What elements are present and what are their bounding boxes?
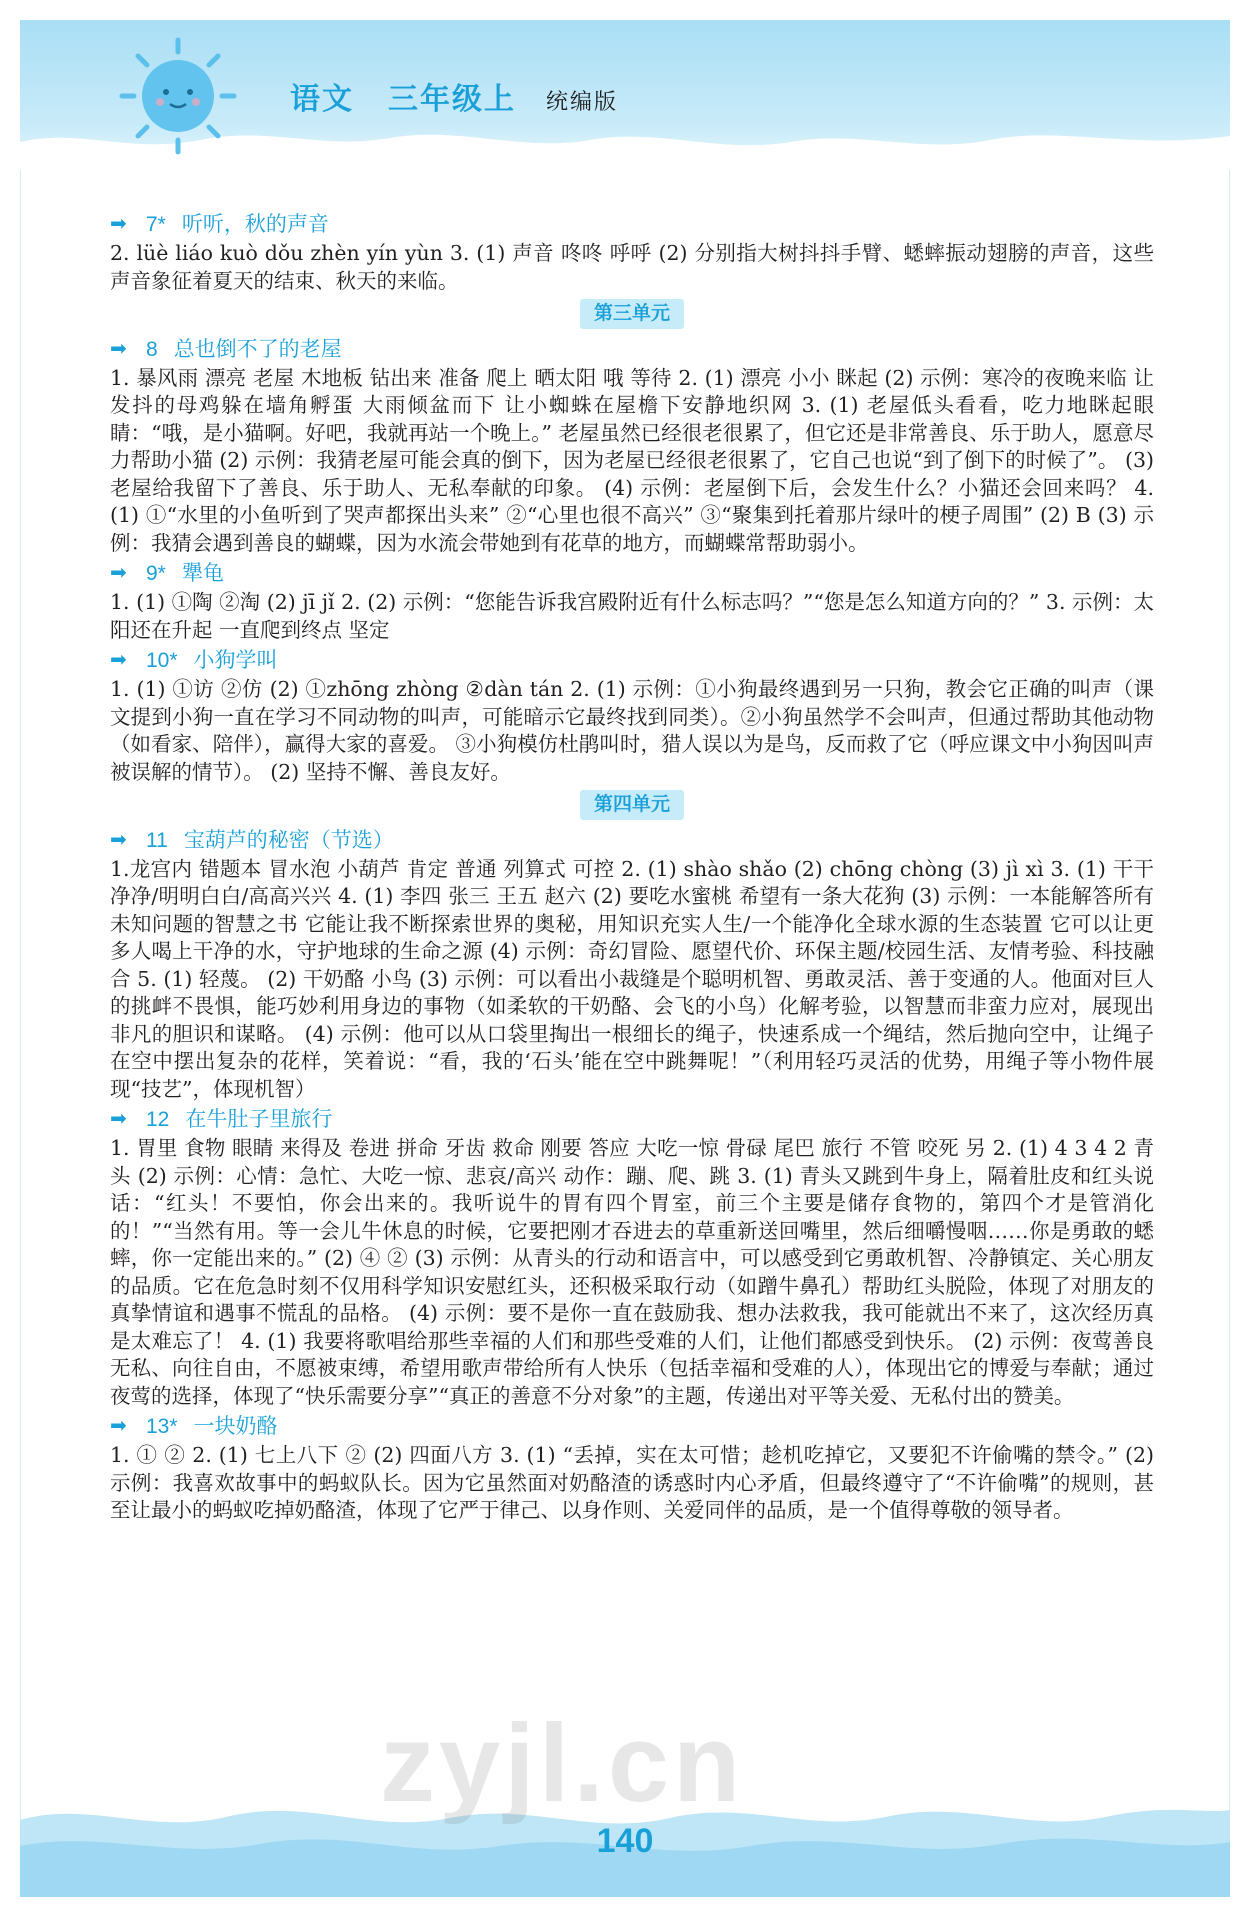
page-header xyxy=(20,20,1230,170)
arrow-icon: ➡ xyxy=(110,1415,127,1438)
lesson-answers: 1. (1) ①访 ②仿 (2) ①zhōng zhòng ②dàn tán 2. (1) 示例：①小狗最终遇到另一只狗，教会它正确的叫声（课文提到小狗一直在学习不同动物的叫声，可能暗示它最终找到同类）。②小狗虽然学不会叫声，但通过帮助其他动物（如看家、陪伴），赢得大家的喜爱。 ③小狗模仿杜鹃叫时，猎人误以为是鸟，反而救了它（呼应课文中小狗因叫声被误解的情节）。 (2) 坚持不懈、善良友好。 xyxy=(110,677,1154,784)
sun-icon xyxy=(118,36,238,156)
lesson-number: 8 xyxy=(146,337,158,361)
arrow-icon: ➡ xyxy=(110,828,127,851)
lesson-title: 宝葫芦的秘密（节选） xyxy=(183,828,394,852)
lesson-number: 12 xyxy=(146,1108,170,1132)
lesson-title: 犟龟 xyxy=(181,562,224,586)
lesson-answers: 1. 胃里 食物 眼睛 来得及 卷进 拼命 牙齿 救命 刚要 答应 大吃一惊 骨碌 尾巴 旅行 不管 咬死 另 2. (1) 4 3 4 2 青头 (2) 示例：心情：急忙、大吃一惊、悲哀/高兴 动作：蹦、爬、跳 3. (1) 青头又跳到牛身上，隔着肚皮和红头说话：“红头！不要怕，你会出来的。我听说牛的胃有四个胃室，前三个主要是储存食物的，第四个才是管消化的！”“当然有用。等一会儿牛休息的时候，它要把刚才吞进去的草重新送回嘴里，然后细嚼慢咽……你是勇敢的蟋蟀，你一定能出来的。” (2) ④ ② (3) 示例：从青头的行动和语言中，可以感受到它勇敢机智、冷静镇定、关心朋友的品质。它在危急时刻不仅用科学知识安慰红头，还积极采取行动（如蹭牛鼻孔）帮助红头脱险，体现了对朋友的真挚情谊和遇事不慌乱的品格。 (4) 示例：要不是你一直在鼓励我、想办法救我，我可能就出不来了，这次经历真是太难忘了！ 4. (1) 我要将歌唱给那些幸福的人们和那些受难的人们，让他们都感受到快乐。 (2) 示例：夜莺善良无私、向往自由，不愿被束缚，希望用歌声带给所有人快乐（包括幸福和受难的人），体现出它的博爱与奉献；通过夜莺的选择，体现了“快乐需要分享”“真正的善意不分对象”的主题，传递出对平等关爱、无私付出的赞美。 xyxy=(110,1136,1154,1408)
lesson-heading xyxy=(110,335,1154,365)
arrow-icon: ➡ xyxy=(110,1108,127,1131)
lesson-title: 听听，秋的声音 xyxy=(181,213,329,237)
lesson-number: 13* xyxy=(146,1415,178,1439)
lesson-number: 9* xyxy=(146,562,166,586)
lesson-number: 11 xyxy=(146,828,168,852)
lesson-title: 一块奶酪 xyxy=(193,1415,278,1439)
arrow-icon: ➡ xyxy=(110,213,127,236)
unit-heading: 第三单元 xyxy=(580,299,684,329)
arrow-icon: ➡ xyxy=(110,337,127,360)
lesson-title: 在牛肚子里旅行 xyxy=(185,1108,333,1132)
lesson-heading xyxy=(110,210,1154,240)
watermark: zyjl.cn xyxy=(380,1702,745,1825)
lesson-heading xyxy=(110,646,1154,676)
lesson-title: 总也倒不了的老屋 xyxy=(173,337,342,361)
header-title xyxy=(290,74,618,118)
lesson-heading xyxy=(110,559,1154,589)
arrow-icon: ➡ xyxy=(110,562,127,585)
lesson-answers: 2. lüè liáo kuò dǒu zhèn yín yùn 3. (1) 声音 咚咚 呼呼 (2) 分别指大树抖抖手臂、蟋蟀振动翅膀的声音，这些声音象征着夏天的结束、秋天的来临。 xyxy=(110,241,1154,293)
lesson-answers: 1.龙宫内 错题本 冒水泡 小葫芦 肯定 普通 列算式 可控 2. (1) shào shǎo (2) chōng chòng (3) jì xì 3. (1) 干干净净/明明白白/高高兴兴 4. (1) 李四 张三 王五 赵六 (2) 要吃水蜜桃 希望有一条大花狗 (3) 示例：一本能解答所有未知问题的智慧之书 它能让我不断探索世界的奥秘，用知识充实人生/一个能净化全球水源的生态装置 它可以让更多人喝上干净的水，守护地球的生命之源 (4) 示例：奇幻冒险、愿望代价、环保主题/校园生活、友情考验、科技融合 5. (1) 轻蔑。 (2) 干奶酪 小鸟 (3) 示例：可以看出小裁缝是个聪明机智、勇敢灵活、善于变通的人。他面对巨人的挑衅不畏惧，能巧妙利用身边的事物（如柔软的干奶酪、会飞的小鸟）化解考验，以智慧而非蛮力应对，展现出非凡的胆识和谋略。 (4) 示例：他可以从口袋里掏出一根细长的绳子，快速系成一个绳结，然后抛向空中，让绳子在空中摆出复杂的花样，笑着说：“看，我的‘石头’能在空中跳舞呢！”（利用轻巧灵活的优势，用绳子等小物件展现“技艺”，体现机智） xyxy=(110,856,1154,1101)
lesson-answers: 1. ① ② 2. (1) 七上八下 ② (2) 四面八方 3. (1) “丢掉，实在太可惜；趁机吃掉它，又要犯不许偷嘴的禁令。” (2) 示例：我喜欢故事中的蚂蚁队长。因为它虽然面对奶酪渣的诱惑时内心矛盾，但最终遵守了“不许偷嘴”的规则，甚至让最小的蚂蚁吃掉奶酪渣，体现了它严于律己、以身作则、关爱同伴的品质，是一个值得尊敬的领导者。 xyxy=(110,1443,1154,1522)
header-edition: 统编版 xyxy=(546,89,619,114)
lesson-title: 小狗学叫 xyxy=(193,649,278,673)
lesson-answers: 1. 暴风雨 漂亮 老屋 木地板 钻出来 准备 爬上 晒太阳 哦 等待 2. (1) 漂亮 小小 眯起 (2) 示例：寒冷的夜晚来临 让发抖的母鸡躲在墙角孵蛋 大雨倾盆而下 让小蜘蛛在屋檐下安静地织网 3. (1) 老屋低头看看，吃力地眯起眼睛：“哦，是小猫啊。好吧，我就再站一个晚上。” 老屋虽然已经很老很累了，但它还是非常善良、乐于助人，愿意尽力帮助小猫 (2) 示例：我猜老屋可能会真的倒下，因为老屋已经很老很累了，它自己也说“到了倒下的时候了”。 (3) 老屋给我留下了善良、乐于助人、无私奉献的印象。 (4) 示例：老屋倒下后，会发生什么？小猫还会回来吗？ 4. (1) ①“水里的小鱼听到了哭声都探出头来” ②“心里也很不高兴” ③“聚集到托着那片绿叶的梗子周围” (2) B (3) 示例：我猜会遇到善良的蝴蝶，因为水流会带她到有花草的地方，而蝴蝶常帮助弱小。 xyxy=(110,365,1154,555)
answer-content xyxy=(110,208,1154,1525)
header-subject: 语文 xyxy=(290,83,354,116)
page-number: 140 xyxy=(596,1822,654,1860)
header-grade: 三年级上 xyxy=(388,83,516,116)
lesson-answers: 1. (1) ①陶 ②淘 (2) jī jǐ 2. (2) 示例：“您能告诉我宫殿附近有什么标志吗？”“您是怎么知道方向的？” 3. 示例：太阳还在升起 一直爬到终点 坚定 xyxy=(110,590,1154,642)
lesson-number: 10* xyxy=(146,649,178,673)
lesson-number: 7* xyxy=(146,213,166,237)
lesson-heading xyxy=(110,1412,1154,1442)
arrow-icon: ➡ xyxy=(110,649,127,672)
lesson-heading xyxy=(110,826,1154,856)
unit-heading: 第四单元 xyxy=(580,790,684,820)
lesson-heading xyxy=(110,1105,1154,1135)
